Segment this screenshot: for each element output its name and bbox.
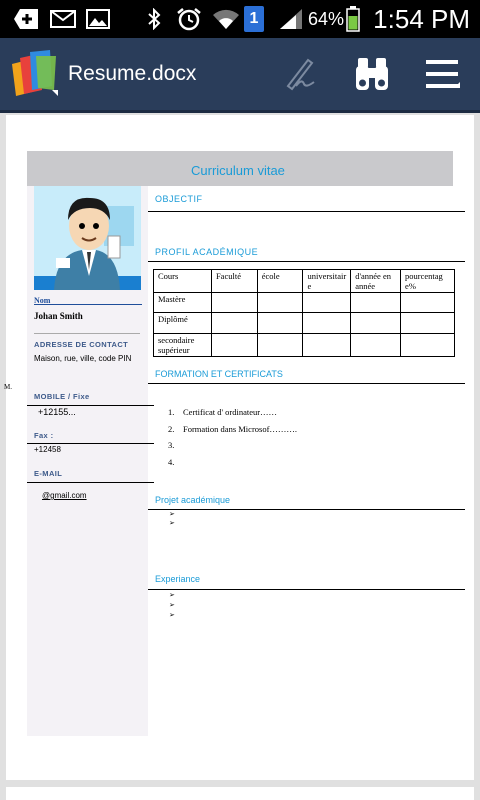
divider [148, 589, 465, 590]
table-cell [351, 293, 401, 313]
table-header-cell: d'année en année [351, 270, 401, 293]
left-margin-text: M. [4, 383, 12, 391]
document-title: Resume.docx [68, 62, 197, 85]
table-header-cell: école [257, 270, 303, 293]
table-cell [401, 334, 455, 357]
alarm-icon [176, 8, 202, 30]
sim-icon [244, 6, 264, 32]
battery-icon [346, 6, 360, 32]
table-cell [303, 313, 351, 334]
list-item-text: Formation dans Microsof………. [183, 423, 298, 434]
table-cell [351, 313, 401, 334]
divider [34, 333, 140, 334]
pen-icon[interactable] [282, 56, 318, 92]
mobile-value: +12155... [38, 407, 76, 417]
table-cell [257, 334, 303, 357]
table-cell: secondaire supérieur [154, 334, 212, 357]
document-next-page[interactable] [6, 787, 474, 800]
bluetooth-icon [146, 8, 162, 30]
table-header-cell: universitaire [303, 270, 351, 293]
arrow-bullet-icon: ➢ [169, 520, 175, 527]
experience-heading: Experiance [155, 574, 201, 584]
name-value: Johan Smith [34, 311, 83, 321]
signal-icon [278, 8, 304, 30]
divider [148, 261, 465, 262]
name-underline [50, 304, 142, 305]
cv-title: Curriculum vitae [191, 163, 285, 178]
formation-heading: FORMATION ET CERTIFICATS [155, 369, 283, 379]
app-bar [0, 38, 480, 113]
projet-list [169, 510, 175, 528]
table-cell: Diplômé [154, 313, 212, 334]
table-cell [351, 334, 401, 357]
table-cell [401, 293, 455, 313]
table-cell [211, 313, 257, 334]
table-header-cell: Faculté [211, 270, 257, 293]
address-label: ADRESSE DE CONTACT [34, 340, 129, 349]
table-cell [303, 334, 351, 357]
email-label: E-MAIL [34, 469, 63, 478]
table-header-row [154, 270, 455, 293]
gallery-icon [86, 8, 110, 30]
sim-number: 1 [249, 10, 259, 27]
fax-value: +12458 [34, 445, 61, 454]
divider [27, 405, 154, 406]
divider [148, 509, 465, 510]
fax-label: Fax : [34, 431, 54, 440]
arrow-bullet-icon: ➢ [169, 612, 175, 619]
table-cell [401, 313, 455, 334]
table-cell: Mastère [154, 293, 212, 313]
divider [27, 443, 154, 444]
table-cell [211, 334, 257, 357]
profil-heading: PROFIL ACADÉMIQUE [155, 247, 259, 257]
table-cell [257, 313, 303, 334]
list-item: 3. [168, 440, 175, 450]
objectif-heading: OBJECTIF [155, 194, 203, 204]
list-item-text: Certificat d' ordinateur…… [183, 407, 278, 417]
divider [27, 482, 154, 483]
status-bar [0, 0, 480, 38]
profile-photo [34, 186, 141, 290]
binoculars-icon[interactable] [354, 56, 390, 92]
arrow-bullet-icon: ➢ [169, 602, 175, 609]
list-item: 2. Formation dans Microsof………. [168, 423, 298, 434]
mobile-label: MOBILE / Fixe [34, 392, 90, 401]
academic-table [153, 269, 455, 357]
table-cell [211, 293, 257, 313]
table-header-cell: pourcentage% [401, 270, 455, 293]
experience-list [169, 591, 175, 621]
formation-list [168, 404, 297, 470]
table-header-cell: Cours [154, 270, 212, 293]
table-cell [303, 293, 351, 313]
list-item: 1. Certificat d' ordinateur…… [168, 407, 278, 417]
email-value: @gmail.com [42, 491, 87, 500]
email-icon [50, 8, 76, 30]
table-row [154, 313, 455, 334]
divider [148, 211, 465, 212]
battery-percentage: 64% [308, 9, 345, 29]
table-row [154, 334, 455, 357]
address-value: Maison, rue, ville, code PIN [34, 354, 132, 363]
table-row [154, 293, 455, 313]
add-notification-icon [14, 8, 38, 30]
divider [148, 383, 465, 384]
app-logo-icon[interactable] [8, 50, 60, 98]
arrow-bullet-icon: ➢ [169, 511, 175, 518]
list-item: 4. [168, 456, 175, 467]
clock: 1:54 PM [373, 4, 470, 34]
name-label: Nom [34, 296, 51, 305]
wifi-icon [212, 8, 240, 30]
arrow-bullet-icon: ➢ [169, 592, 175, 599]
table-cell [257, 293, 303, 313]
menu-icon[interactable] [426, 58, 460, 90]
projet-heading: Projet académique [155, 495, 231, 505]
